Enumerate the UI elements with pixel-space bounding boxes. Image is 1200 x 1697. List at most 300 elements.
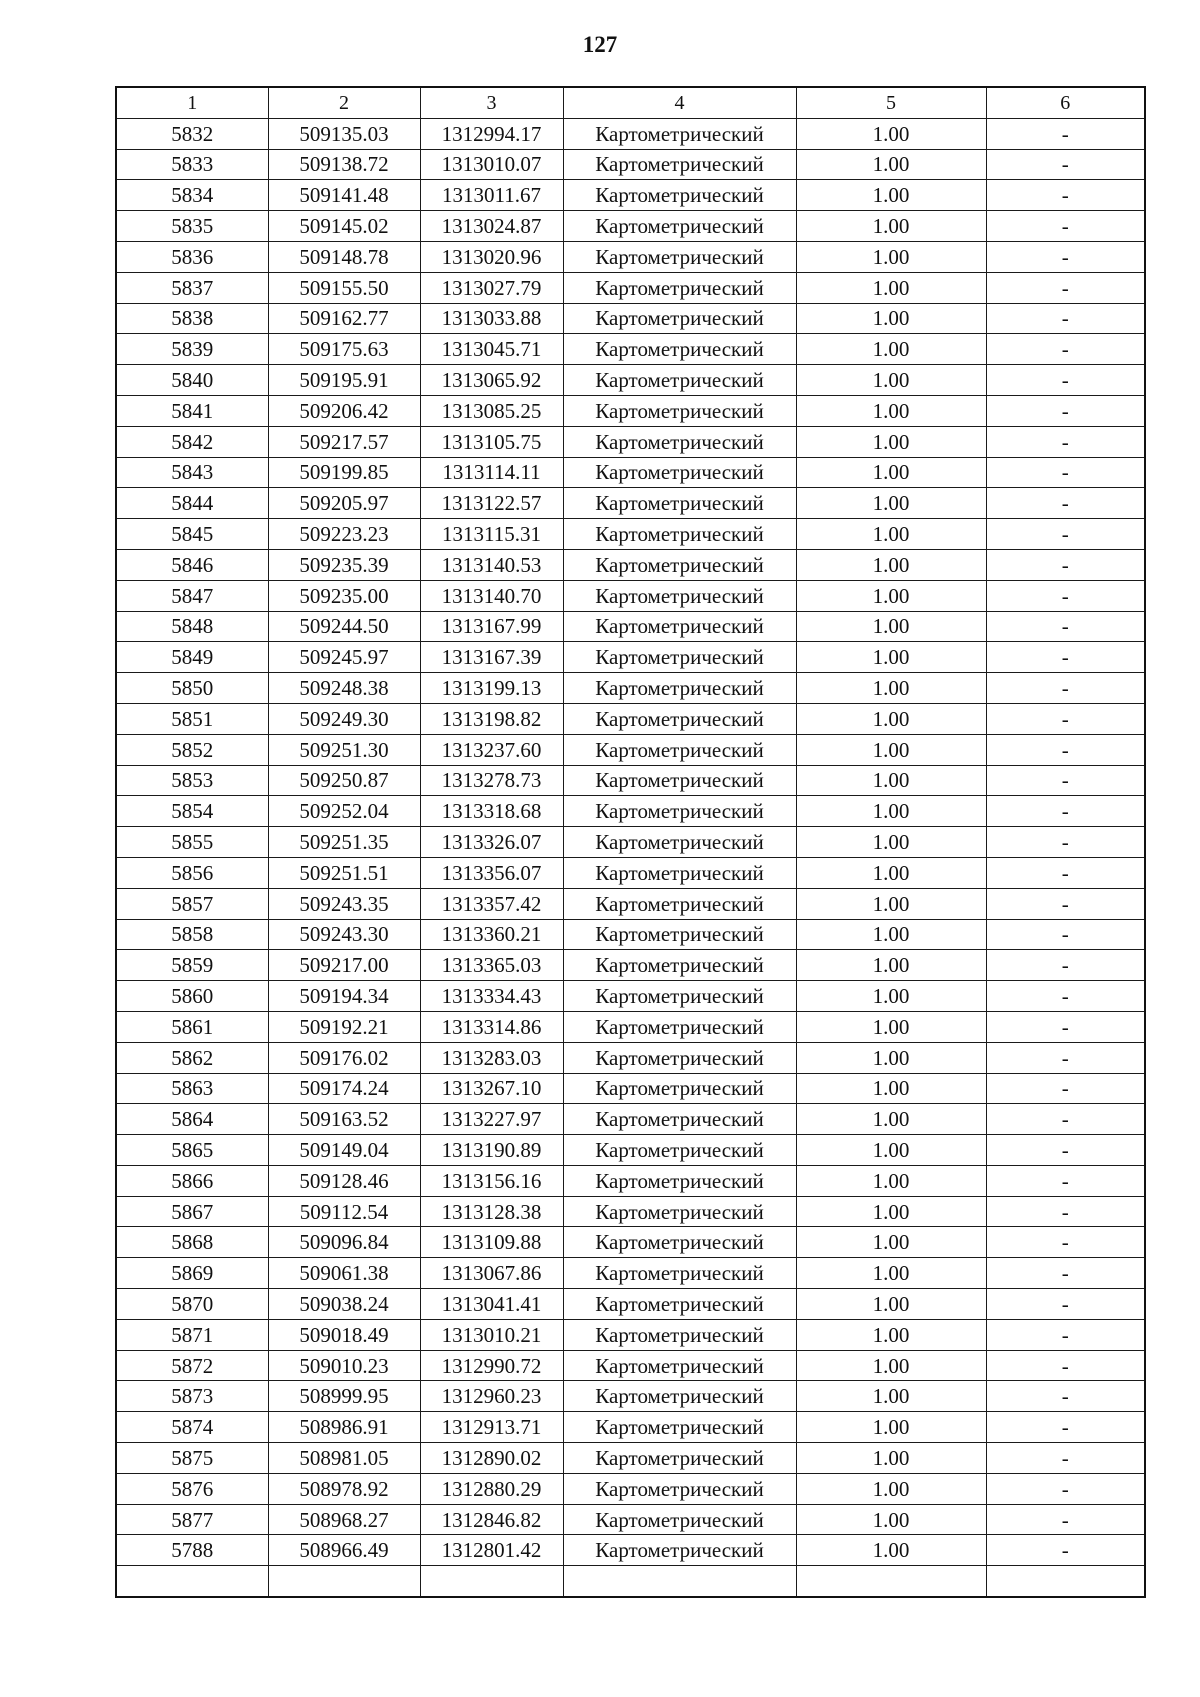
method-cell: Картометрический xyxy=(563,395,796,426)
y-coordinate-cell: 1313115.31 xyxy=(420,519,563,550)
accuracy-cell: 1.00 xyxy=(796,365,986,396)
point-number-cell: 5834 xyxy=(116,180,268,211)
empty-cell xyxy=(986,1566,1145,1597)
note-cell: - xyxy=(986,1319,1145,1350)
x-coordinate-cell: 509217.57 xyxy=(268,426,420,457)
method-cell: Картометрический xyxy=(563,950,796,981)
accuracy-cell: 1.00 xyxy=(796,1196,986,1227)
accuracy-cell: 1.00 xyxy=(796,1473,986,1504)
point-number-cell: 5839 xyxy=(116,334,268,365)
method-cell: Картометрический xyxy=(563,549,796,580)
column-header-5: 5 xyxy=(796,87,986,118)
x-coordinate-cell: 509176.02 xyxy=(268,1042,420,1073)
table-row xyxy=(116,1535,1145,1566)
x-coordinate-cell: 509141.48 xyxy=(268,180,420,211)
accuracy-cell: 1.00 xyxy=(796,1258,986,1289)
x-coordinate-cell: 509194.34 xyxy=(268,981,420,1012)
point-number-cell: 5854 xyxy=(116,796,268,827)
note-cell: - xyxy=(986,457,1145,488)
accuracy-cell: 1.00 xyxy=(796,118,986,149)
table-row xyxy=(116,1073,1145,1104)
note-cell: - xyxy=(986,1196,1145,1227)
table-row xyxy=(116,1412,1145,1443)
table-row xyxy=(116,395,1145,426)
note-cell: - xyxy=(986,1073,1145,1104)
accuracy-cell: 1.00 xyxy=(796,919,986,950)
y-coordinate-cell: 1313010.07 xyxy=(420,149,563,180)
accuracy-cell: 1.00 xyxy=(796,950,986,981)
y-coordinate-cell: 1313167.99 xyxy=(420,611,563,642)
y-coordinate-cell: 1313010.21 xyxy=(420,1319,563,1350)
point-number-cell: 5863 xyxy=(116,1073,268,1104)
y-coordinate-cell: 1313033.88 xyxy=(420,303,563,334)
note-cell: - xyxy=(986,303,1145,334)
note-cell: - xyxy=(986,1042,1145,1073)
x-coordinate-cell: 509149.04 xyxy=(268,1135,420,1166)
x-coordinate-cell: 509174.24 xyxy=(268,1073,420,1104)
x-coordinate-cell: 509250.87 xyxy=(268,765,420,796)
method-cell: Картометрический xyxy=(563,1319,796,1350)
accuracy-cell: 1.00 xyxy=(796,519,986,550)
accuracy-cell: 1.00 xyxy=(796,827,986,858)
note-cell: - xyxy=(986,919,1145,950)
method-cell: Картометрический xyxy=(563,334,796,365)
table-row xyxy=(116,149,1145,180)
method-cell: Картометрический xyxy=(563,1073,796,1104)
point-number-cell: 5859 xyxy=(116,950,268,981)
x-coordinate-cell: 509096.84 xyxy=(268,1227,420,1258)
x-coordinate-cell: 509251.30 xyxy=(268,734,420,765)
method-cell: Картометрический xyxy=(563,734,796,765)
table-row xyxy=(116,673,1145,704)
point-number-cell: 5835 xyxy=(116,211,268,242)
method-cell: Картометрический xyxy=(563,1196,796,1227)
table-row xyxy=(116,118,1145,149)
accuracy-cell: 1.00 xyxy=(796,857,986,888)
x-coordinate-cell: 509195.91 xyxy=(268,365,420,396)
accuracy-cell: 1.00 xyxy=(796,395,986,426)
method-cell: Картометрический xyxy=(563,118,796,149)
method-cell: Картометрический xyxy=(563,580,796,611)
table-row xyxy=(116,765,1145,796)
table-row xyxy=(116,549,1145,580)
table-header-row xyxy=(116,87,1145,118)
x-coordinate-cell: 509252.04 xyxy=(268,796,420,827)
point-number-cell: 5870 xyxy=(116,1289,268,1320)
x-coordinate-cell: 509061.38 xyxy=(268,1258,420,1289)
page-number: 127 xyxy=(582,32,618,57)
x-coordinate-cell: 509112.54 xyxy=(268,1196,420,1227)
accuracy-cell: 1.00 xyxy=(796,1350,986,1381)
accuracy-cell: 1.00 xyxy=(796,796,986,827)
coordinates-table xyxy=(115,86,1146,1598)
method-cell: Картометрический xyxy=(563,1443,796,1474)
method-cell: Картометрический xyxy=(563,1535,796,1566)
note-cell: - xyxy=(986,827,1145,858)
point-number-cell: 5858 xyxy=(116,919,268,950)
note-cell: - xyxy=(986,334,1145,365)
point-number-cell: 5872 xyxy=(116,1350,268,1381)
point-number-cell: 5837 xyxy=(116,272,268,303)
note-cell: - xyxy=(986,857,1145,888)
accuracy-cell: 1.00 xyxy=(796,488,986,519)
x-coordinate-cell: 509148.78 xyxy=(268,241,420,272)
y-coordinate-cell: 1313020.96 xyxy=(420,241,563,272)
point-number-cell: 5844 xyxy=(116,488,268,519)
x-coordinate-cell: 508966.49 xyxy=(268,1535,420,1566)
note-cell: - xyxy=(986,950,1145,981)
method-cell: Картометрический xyxy=(563,1350,796,1381)
y-coordinate-cell: 1313011.67 xyxy=(420,180,563,211)
y-coordinate-cell: 1313167.39 xyxy=(420,642,563,673)
method-cell: Картометрический xyxy=(563,611,796,642)
note-cell: - xyxy=(986,426,1145,457)
table-row xyxy=(116,888,1145,919)
method-cell: Картометрический xyxy=(563,1504,796,1535)
note-cell: - xyxy=(986,272,1145,303)
point-number-cell: 5869 xyxy=(116,1258,268,1289)
method-cell: Картометрический xyxy=(563,703,796,734)
x-coordinate-cell: 508968.27 xyxy=(268,1504,420,1535)
y-coordinate-cell: 1313140.70 xyxy=(420,580,563,611)
accuracy-cell: 1.00 xyxy=(796,580,986,611)
accuracy-cell: 1.00 xyxy=(796,303,986,334)
accuracy-cell: 1.00 xyxy=(796,334,986,365)
note-cell: - xyxy=(986,1535,1145,1566)
note-cell: - xyxy=(986,180,1145,211)
note-cell: - xyxy=(986,611,1145,642)
point-number-cell: 5850 xyxy=(116,673,268,704)
point-number-cell: 5860 xyxy=(116,981,268,1012)
method-cell: Картометрический xyxy=(563,857,796,888)
method-cell: Картометрический xyxy=(563,1011,796,1042)
x-coordinate-cell: 509251.35 xyxy=(268,827,420,858)
table-row xyxy=(116,642,1145,673)
table-row xyxy=(116,703,1145,734)
y-coordinate-cell: 1313314.86 xyxy=(420,1011,563,1042)
method-cell: Картометрический xyxy=(563,796,796,827)
note-cell: - xyxy=(986,1258,1145,1289)
y-coordinate-cell: 1312994.17 xyxy=(420,118,563,149)
x-coordinate-cell: 509244.50 xyxy=(268,611,420,642)
note-cell: - xyxy=(986,580,1145,611)
accuracy-cell: 1.00 xyxy=(796,241,986,272)
x-coordinate-cell: 509243.30 xyxy=(268,919,420,950)
note-cell: - xyxy=(986,241,1145,272)
note-cell: - xyxy=(986,118,1145,149)
table-row xyxy=(116,519,1145,550)
method-cell: Картометрический xyxy=(563,1104,796,1135)
point-number-cell: 5849 xyxy=(116,642,268,673)
y-coordinate-cell: 1313283.03 xyxy=(420,1042,563,1073)
point-number-cell: 5833 xyxy=(116,149,268,180)
x-coordinate-cell: 509248.38 xyxy=(268,673,420,704)
y-coordinate-cell: 1312960.23 xyxy=(420,1381,563,1412)
point-number-cell: 5867 xyxy=(116,1196,268,1227)
method-cell: Картометрический xyxy=(563,1381,796,1412)
y-coordinate-cell: 1313109.88 xyxy=(420,1227,563,1258)
point-number-cell: 5861 xyxy=(116,1011,268,1042)
y-coordinate-cell: 1313237.60 xyxy=(420,734,563,765)
empty-cell xyxy=(268,1566,420,1597)
y-coordinate-cell: 1312890.02 xyxy=(420,1443,563,1474)
point-number-cell: 5845 xyxy=(116,519,268,550)
table-row xyxy=(116,950,1145,981)
x-coordinate-cell: 509217.00 xyxy=(268,950,420,981)
point-number-cell: 5871 xyxy=(116,1319,268,1350)
accuracy-cell: 1.00 xyxy=(796,1104,986,1135)
table-row xyxy=(116,488,1145,519)
table-row xyxy=(116,303,1145,334)
y-coordinate-cell: 1313041.41 xyxy=(420,1289,563,1320)
note-cell: - xyxy=(986,703,1145,734)
x-coordinate-cell: 509245.97 xyxy=(268,642,420,673)
accuracy-cell: 1.00 xyxy=(796,1504,986,1535)
y-coordinate-cell: 1313190.89 xyxy=(420,1135,563,1166)
method-cell: Картометрический xyxy=(563,211,796,242)
column-header-6: 6 xyxy=(986,87,1145,118)
method-cell: Картометрический xyxy=(563,1412,796,1443)
table-row xyxy=(116,857,1145,888)
coordinates-table-container xyxy=(115,86,1144,1598)
point-number-cell: 5843 xyxy=(116,457,268,488)
point-number-cell: 5876 xyxy=(116,1473,268,1504)
x-coordinate-cell: 508999.95 xyxy=(268,1381,420,1412)
accuracy-cell: 1.00 xyxy=(796,611,986,642)
y-coordinate-cell: 1313278.73 xyxy=(420,765,563,796)
y-coordinate-cell: 1312801.42 xyxy=(420,1535,563,1566)
table-row xyxy=(116,180,1145,211)
point-number-cell: 5852 xyxy=(116,734,268,765)
method-cell: Картометрический xyxy=(563,1165,796,1196)
note-cell: - xyxy=(986,888,1145,919)
x-coordinate-cell: 509155.50 xyxy=(268,272,420,303)
note-cell: - xyxy=(986,1135,1145,1166)
column-header-2: 2 xyxy=(268,87,420,118)
accuracy-cell: 1.00 xyxy=(796,1319,986,1350)
method-cell: Картометрический xyxy=(563,1258,796,1289)
table-row xyxy=(116,334,1145,365)
y-coordinate-cell: 1313122.57 xyxy=(420,488,563,519)
note-cell: - xyxy=(986,1104,1145,1135)
y-coordinate-cell: 1313357.42 xyxy=(420,888,563,919)
method-cell: Картометрический xyxy=(563,888,796,919)
y-coordinate-cell: 1312990.72 xyxy=(420,1350,563,1381)
x-coordinate-cell: 509199.85 xyxy=(268,457,420,488)
x-coordinate-cell: 509010.23 xyxy=(268,1350,420,1381)
point-number-cell: 5855 xyxy=(116,827,268,858)
accuracy-cell: 1.00 xyxy=(796,1289,986,1320)
accuracy-cell: 1.00 xyxy=(796,272,986,303)
y-coordinate-cell: 1313105.75 xyxy=(420,426,563,457)
table-row xyxy=(116,1104,1145,1135)
y-coordinate-cell: 1312846.82 xyxy=(420,1504,563,1535)
x-coordinate-cell: 509192.21 xyxy=(268,1011,420,1042)
point-number-cell: 5865 xyxy=(116,1135,268,1166)
note-cell: - xyxy=(986,1443,1145,1474)
method-cell: Картометрический xyxy=(563,827,796,858)
point-number-cell: 5864 xyxy=(116,1104,268,1135)
x-coordinate-cell: 509038.24 xyxy=(268,1289,420,1320)
note-cell: - xyxy=(986,1289,1145,1320)
method-cell: Картометрический xyxy=(563,642,796,673)
method-cell: Картометрический xyxy=(563,149,796,180)
method-cell: Картометрический xyxy=(563,365,796,396)
method-cell: Картометрический xyxy=(563,1042,796,1073)
method-cell: Картометрический xyxy=(563,519,796,550)
point-number-cell: 5842 xyxy=(116,426,268,457)
x-coordinate-cell: 509018.49 xyxy=(268,1319,420,1350)
method-cell: Картометрический xyxy=(563,1473,796,1504)
point-number-cell: 5832 xyxy=(116,118,268,149)
x-coordinate-cell: 508986.91 xyxy=(268,1412,420,1443)
note-cell: - xyxy=(986,488,1145,519)
empty-cell xyxy=(796,1566,986,1597)
accuracy-cell: 1.00 xyxy=(796,180,986,211)
x-coordinate-cell: 509145.02 xyxy=(268,211,420,242)
y-coordinate-cell: 1313267.10 xyxy=(420,1073,563,1104)
y-coordinate-cell: 1313326.07 xyxy=(420,827,563,858)
empty-cell xyxy=(116,1566,268,1597)
point-number-cell: 5838 xyxy=(116,303,268,334)
method-cell: Картометрический xyxy=(563,765,796,796)
accuracy-cell: 1.00 xyxy=(796,734,986,765)
x-coordinate-cell: 509235.00 xyxy=(268,580,420,611)
note-cell: - xyxy=(986,981,1145,1012)
table-row xyxy=(116,1289,1145,1320)
point-number-cell: 5847 xyxy=(116,580,268,611)
column-header-1: 1 xyxy=(116,87,268,118)
point-number-cell: 5856 xyxy=(116,857,268,888)
y-coordinate-cell: 1313227.97 xyxy=(420,1104,563,1135)
accuracy-cell: 1.00 xyxy=(796,149,986,180)
x-coordinate-cell: 509205.97 xyxy=(268,488,420,519)
x-coordinate-cell: 509128.46 xyxy=(268,1165,420,1196)
point-number-cell: 5853 xyxy=(116,765,268,796)
point-number-cell: 5866 xyxy=(116,1165,268,1196)
table-row xyxy=(116,241,1145,272)
x-coordinate-cell: 509135.03 xyxy=(268,118,420,149)
table-row xyxy=(116,919,1145,950)
accuracy-cell: 1.00 xyxy=(796,1073,986,1104)
note-cell: - xyxy=(986,765,1145,796)
note-cell: - xyxy=(986,1350,1145,1381)
note-cell: - xyxy=(986,549,1145,580)
x-coordinate-cell: 509243.35 xyxy=(268,888,420,919)
accuracy-cell: 1.00 xyxy=(796,1165,986,1196)
table-row xyxy=(116,1042,1145,1073)
y-coordinate-cell: 1313114.11 xyxy=(420,457,563,488)
table-row xyxy=(116,1135,1145,1166)
column-header-3: 3 xyxy=(420,87,563,118)
x-coordinate-cell: 509162.77 xyxy=(268,303,420,334)
accuracy-cell: 1.00 xyxy=(796,642,986,673)
point-number-cell: 5857 xyxy=(116,888,268,919)
accuracy-cell: 1.00 xyxy=(796,703,986,734)
x-coordinate-cell: 509206.42 xyxy=(268,395,420,426)
point-number-cell: 5788 xyxy=(116,1535,268,1566)
y-coordinate-cell: 1313067.86 xyxy=(420,1258,563,1289)
method-cell: Картометрический xyxy=(563,673,796,704)
accuracy-cell: 1.00 xyxy=(796,1412,986,1443)
table-row xyxy=(116,580,1145,611)
y-coordinate-cell: 1313140.53 xyxy=(420,549,563,580)
method-cell: Картометрический xyxy=(563,488,796,519)
accuracy-cell: 1.00 xyxy=(796,765,986,796)
note-cell: - xyxy=(986,1165,1145,1196)
table-row xyxy=(116,457,1145,488)
y-coordinate-cell: 1313356.07 xyxy=(420,857,563,888)
y-coordinate-cell: 1313045.71 xyxy=(420,334,563,365)
table-row xyxy=(116,981,1145,1012)
table-row xyxy=(116,272,1145,303)
note-cell: - xyxy=(986,1381,1145,1412)
table-row xyxy=(116,1011,1145,1042)
note-cell: - xyxy=(986,734,1145,765)
method-cell: Картометрический xyxy=(563,457,796,488)
y-coordinate-cell: 1313024.87 xyxy=(420,211,563,242)
point-number-cell: 5862 xyxy=(116,1042,268,1073)
y-coordinate-cell: 1313085.25 xyxy=(420,395,563,426)
table-row xyxy=(116,611,1145,642)
point-number-cell: 5868 xyxy=(116,1227,268,1258)
y-coordinate-cell: 1313198.82 xyxy=(420,703,563,734)
note-cell: - xyxy=(986,519,1145,550)
accuracy-cell: 1.00 xyxy=(796,1042,986,1073)
y-coordinate-cell: 1313360.21 xyxy=(420,919,563,950)
point-number-cell: 5846 xyxy=(116,549,268,580)
y-coordinate-cell: 1313334.43 xyxy=(420,981,563,1012)
note-cell: - xyxy=(986,395,1145,426)
note-cell: - xyxy=(986,365,1145,396)
accuracy-cell: 1.00 xyxy=(796,1227,986,1258)
point-number-cell: 5840 xyxy=(116,365,268,396)
y-coordinate-cell: 1313365.03 xyxy=(420,950,563,981)
point-number-cell: 5875 xyxy=(116,1443,268,1474)
y-coordinate-cell: 1313318.68 xyxy=(420,796,563,827)
accuracy-cell: 1.00 xyxy=(796,981,986,1012)
column-header-4: 4 xyxy=(563,87,796,118)
table-row xyxy=(116,1196,1145,1227)
table-row xyxy=(116,734,1145,765)
accuracy-cell: 1.00 xyxy=(796,673,986,704)
y-coordinate-cell: 1312880.29 xyxy=(420,1473,563,1504)
method-cell: Картометрический xyxy=(563,426,796,457)
table-row xyxy=(116,1258,1145,1289)
note-cell: - xyxy=(986,1504,1145,1535)
y-coordinate-cell: 1312913.71 xyxy=(420,1412,563,1443)
accuracy-cell: 1.00 xyxy=(796,1011,986,1042)
table-row xyxy=(116,211,1145,242)
point-number-cell: 5877 xyxy=(116,1504,268,1535)
table-row xyxy=(116,1381,1145,1412)
method-cell: Картометрический xyxy=(563,303,796,334)
empty-table-row xyxy=(116,1566,1145,1597)
note-cell: - xyxy=(986,1473,1145,1504)
table-row xyxy=(116,827,1145,858)
point-number-cell: 5848 xyxy=(116,611,268,642)
method-cell: Картометрический xyxy=(563,981,796,1012)
y-coordinate-cell: 1313128.38 xyxy=(420,1196,563,1227)
note-cell: - xyxy=(986,1011,1145,1042)
x-coordinate-cell: 509175.63 xyxy=(268,334,420,365)
empty-cell xyxy=(420,1566,563,1597)
accuracy-cell: 1.00 xyxy=(796,211,986,242)
note-cell: - xyxy=(986,1412,1145,1443)
x-coordinate-cell: 509223.23 xyxy=(268,519,420,550)
note-cell: - xyxy=(986,149,1145,180)
table-row xyxy=(116,1319,1145,1350)
